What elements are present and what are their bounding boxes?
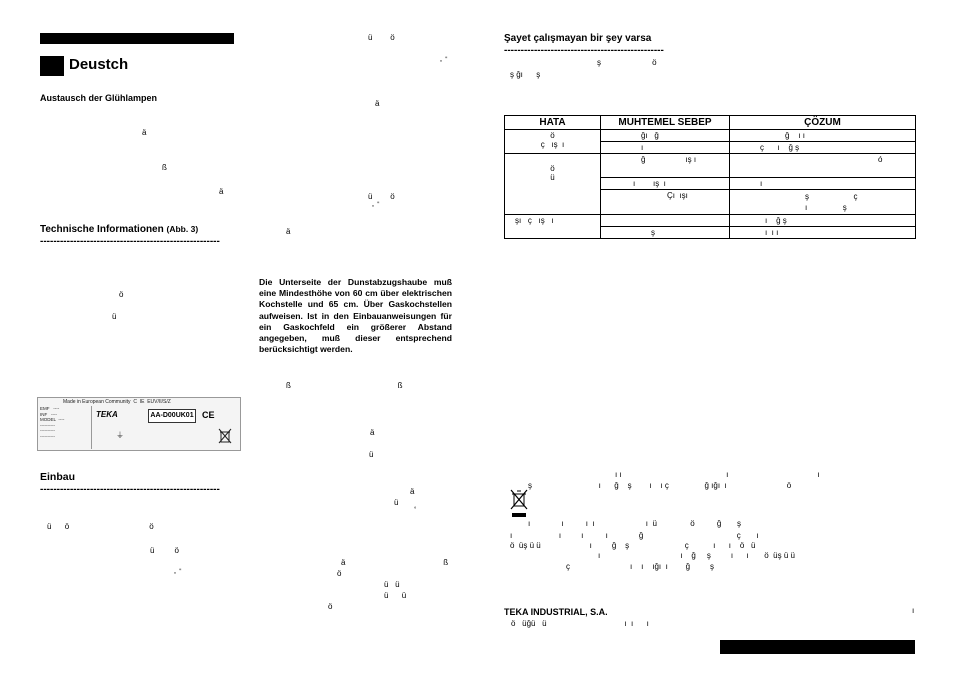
middle-fragment: ü ö (368, 192, 395, 201)
tech-fragment: ü (112, 312, 117, 321)
install-fragment: ü ö ö (47, 522, 154, 531)
middle-fragment: ä ß (341, 558, 449, 567)
table-cell: şı ç ış ı (505, 215, 601, 239)
ce-mark-text: CE (202, 410, 215, 420)
label-model-box (148, 409, 196, 423)
section-install-heading: Einbau (40, 471, 76, 483)
label-model-code: AA-D00UK01 (150, 412, 194, 419)
table-cell: ı ğ ş (730, 215, 916, 227)
section-tech-heading (40, 224, 198, 235)
company-name: TEKA INDUSTRIAL, S.A. (504, 607, 608, 617)
language-title: Deustch (69, 56, 129, 73)
bulb-fragment: ß (162, 163, 167, 172)
table-cell: ç ı ğ ş (730, 142, 916, 154)
weee-bin-icon (510, 488, 528, 523)
bulb-fragment: ä (142, 128, 147, 137)
company-fragment-mark: ı (912, 606, 915, 615)
table-cell (730, 190, 916, 215)
cell-text: ö (550, 164, 555, 173)
middle-fragment: ° (414, 507, 417, 513)
middle-fragment: ü ü (384, 580, 400, 589)
weee-fragment: ç ı ı ığı ı ğ ş (566, 562, 715, 571)
table-cell: ğı ğ (601, 130, 730, 142)
tech-fragment: ö (119, 290, 124, 299)
label-line: ---------- (40, 422, 55, 428)
section-divider: ------------------------------------------------------ (40, 484, 220, 495)
section-divider: ------------------------------------------------------ (40, 236, 220, 247)
table-row (505, 215, 916, 227)
section-tech-ref: (Abb. 3) (166, 224, 199, 234)
middle-fragment: ä (375, 99, 380, 108)
middle-fragment: „ “ (440, 57, 448, 63)
right-footer-bar (720, 640, 915, 654)
intro-fragment: ş ö (597, 58, 657, 67)
language-flag-box (40, 56, 64, 76)
left-header-bar-tick (233, 33, 234, 44)
table-row (505, 154, 916, 178)
rating-label-plate (37, 397, 241, 451)
table-cell (505, 130, 601, 154)
install-fragment: „ “ (174, 569, 182, 575)
middle-fragment: ü (394, 498, 399, 507)
table-cell: ı (730, 178, 916, 190)
label-line: ---------- (40, 428, 55, 433)
weee-fragment: ı ı ı ı (615, 470, 820, 479)
label-line: EMF ---- (40, 406, 60, 411)
middle-fragment: ß ß (286, 381, 403, 390)
company-fragment: ö üğü ü ı ı ı (511, 619, 649, 628)
table-cell: ó (730, 154, 916, 178)
table-cell: ı ış ı (601, 178, 730, 190)
label-line: INF ---- (40, 411, 57, 417)
section-tech-title: Technische Informationen (40, 224, 164, 235)
section-bulb-heading: Austausch der Glühlampen (40, 93, 158, 103)
table-cell: Çı ışı (601, 190, 730, 215)
weee-fragment: ş ı ğ ş ı ı ç ğ ığı ı ö (528, 481, 792, 490)
table-cell: ı (601, 142, 730, 154)
bulb-fragment: ä (219, 187, 224, 196)
weee-fragment: ı ı ı ı ı ü ö ğ ş (528, 519, 741, 528)
middle-fragment: ä (410, 487, 415, 496)
weee-fragment: ö üş ü ü ı ğ ş ç ı ı ö ü (510, 541, 756, 550)
cell-text: ö (550, 131, 555, 140)
table-row (505, 130, 916, 142)
cell-text: ş ç (805, 192, 858, 201)
ce-mark (202, 410, 215, 420)
cell-text: ü (550, 173, 555, 182)
troubleshoot-heading: Şayet çalışmayan bir şey varsa (504, 33, 652, 44)
table-cell (505, 154, 601, 215)
weee-fragment: ı ı ı ı ğ ç ı (510, 531, 759, 540)
table-cell (601, 215, 730, 227)
install-fragment: ü ö (150, 546, 179, 555)
label-line: MODEL ---- (40, 417, 65, 422)
label-left-block (40, 406, 92, 449)
troubleshooting-table (504, 115, 916, 239)
label-line: ---------- (40, 433, 55, 439)
middle-fragment: ö (337, 569, 342, 578)
intro-fragment: ş ğı ş (510, 70, 541, 79)
installation-height-warning: Die Unterseite der Dunstabzugshaube muß eine Mindesthöhe von 60 cm über elektrischen Kochstelle und 65 cm. Über Gaskochstellen aufweisen. Ist in den Einbauanweisungen für ein Gaskochfeld ein größerer Abstand angegeben, muß dieser entsprechend berücksichtigt werden. (259, 277, 452, 355)
label-weee-bin-icon (218, 428, 232, 449)
label-top-text: Made in European Community C IE EUV/II/S/Z (63, 399, 171, 405)
section-divider: ------------------------------------------------ (504, 45, 664, 56)
left-header-bar (40, 33, 233, 44)
cell-text: ı ş (805, 203, 847, 212)
middle-fragment: ö (328, 602, 333, 611)
label-plug-icon: ⏚ (116, 431, 124, 440)
table-cell: ğ ı ı (730, 130, 916, 142)
table-cell: ğ ış ı (601, 154, 730, 178)
column-header-cozum: ÇÖZUM (730, 116, 916, 130)
label-brand-logo: TEKA (96, 410, 118, 419)
middle-fragment: ü ö (368, 33, 395, 42)
middle-fragment: ä (370, 428, 375, 437)
middle-fragment: ü ü (384, 591, 407, 600)
table-cell: ı ı ı (730, 227, 916, 239)
cell-text: ç ış ı (540, 140, 565, 149)
middle-fragment: „ “ (372, 202, 380, 208)
column-header-sebep: MUHTEMEL SEBEP (601, 116, 730, 130)
weee-fragment: ı ı ğ ş ı ı ö üş ü ü (598, 551, 795, 560)
middle-fragment: ü (369, 450, 374, 459)
table-header-row (505, 116, 916, 130)
middle-fragment: ä (286, 227, 291, 236)
column-header-hata: HATA (505, 116, 601, 130)
table-cell: ş (601, 227, 730, 239)
